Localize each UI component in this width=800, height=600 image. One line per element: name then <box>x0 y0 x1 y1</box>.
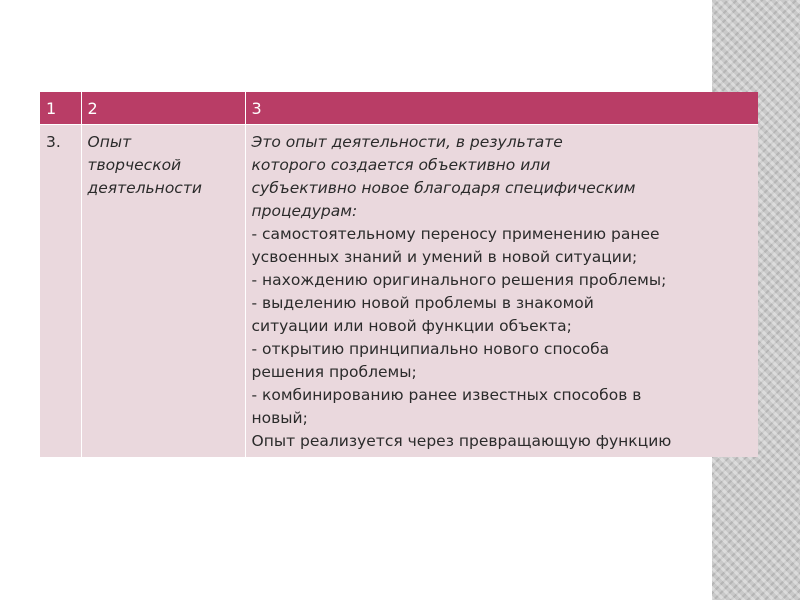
definition-line: Опыт реализуется через превращающую функцию <box>251 432 672 450</box>
definition-line: - открытию принципиально нового способа <box>251 340 610 358</box>
row-number: 3. <box>46 133 61 151</box>
term-line: Опыт <box>87 133 132 151</box>
column-header-2: 2 <box>81 92 245 125</box>
definition-line: - самостоятельному переносу применению ранее <box>251 225 660 243</box>
column-header-3: 3 <box>245 92 758 125</box>
table-row <box>40 125 758 458</box>
definition-intro-line: которого создается объективно или <box>251 156 551 174</box>
term-cell <box>81 125 245 458</box>
row-number-cell <box>40 125 81 458</box>
content-table <box>40 92 758 457</box>
definition-line: решения проблемы; <box>251 363 417 381</box>
definition-intro-line: процедурам: <box>251 202 358 220</box>
definition-line: - выделению новой проблемы в знакомой <box>251 294 594 312</box>
definition-line: - нахождению оригинального решения проблемы; <box>251 271 667 289</box>
definition-line: усвоенных знаний и умений в новой ситуации; <box>251 248 638 266</box>
table-header-row <box>40 92 758 125</box>
definition-cell <box>245 125 758 458</box>
definition-line: ситуации или новой функции объекта; <box>251 317 572 335</box>
definition-line: - комбинированию ранее известных способов в <box>251 386 642 404</box>
definition-intro-line: субъективно новое благодаря специфическим <box>251 179 636 197</box>
column-header-1: 1 <box>40 92 81 125</box>
term-line: деятельности <box>87 179 202 197</box>
definition-line: новый; <box>251 409 308 427</box>
term-line: творческой <box>87 156 182 174</box>
definition-intro-line: Это опыт деятельности, в результате <box>251 133 563 151</box>
